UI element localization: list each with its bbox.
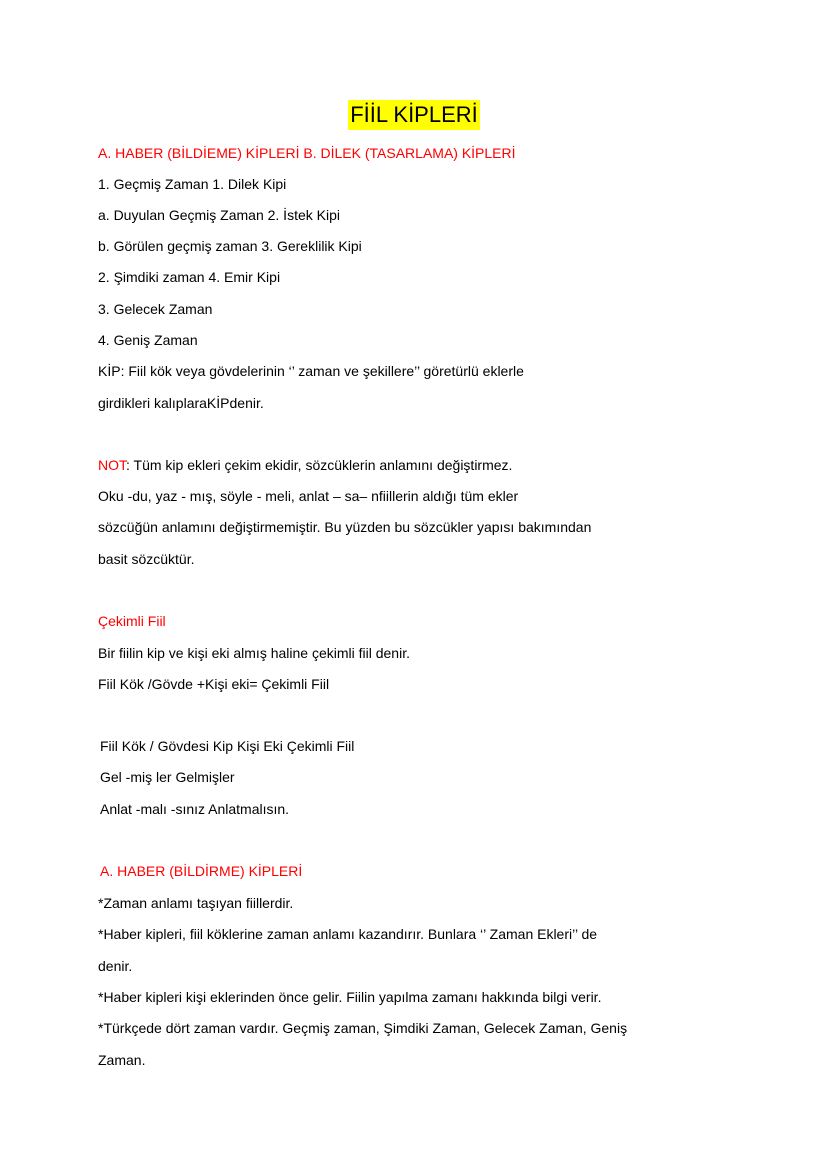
haber-line: *Zaman anlamı taşıyan fiillerdir. xyxy=(98,895,294,911)
cekimli-line: Bir fiilin kip ve kişi eki almış haline çekimli fiil denir. xyxy=(98,645,410,661)
cekimli-table-row: Anlat -malı -sınız Anlatmalısın. xyxy=(100,801,290,817)
note-text: : Tüm kip ekleri çekim ekidir, sözcüklerin anlamını değiştirmez. xyxy=(126,457,513,473)
haber-line: *Haber kipleri kişi eklerinden önce gelir. Fiilin yapılma zamanı hakkında bilgi verir. xyxy=(98,989,602,1005)
intro-item: 4. Geniş Zaman xyxy=(98,332,198,348)
title-wrapper xyxy=(0,100,828,130)
intro-item: b. Görülen geçmiş zaman 3. Gereklilik Kipi xyxy=(98,238,362,254)
intro-item: a. Duyulan Geçmiş Zaman 2. İstek Kipi xyxy=(98,207,340,223)
intro-item: 1. Geçmiş Zaman 1. Dilek Kipi xyxy=(98,176,287,192)
note-line: basit sözcüktür. xyxy=(98,551,195,567)
haber-line: *Türkçede dört zaman vardır. Geçmiş zaman, Şimdiki Zaman, Gelecek Zaman, Geniş xyxy=(98,1020,628,1036)
cekimli-line: Fiil Kök /Gövde +Kişi eki= Çekimli Fiil xyxy=(98,676,330,692)
page-title: FİİL KİPLERİ xyxy=(348,100,480,130)
definition-line: girdikleri kalıplaraKİPdenir. xyxy=(98,395,264,411)
haber-line: *Haber kipleri, fiil köklerine zaman anlamı kazandırır. Bunlara ‘’ Zaman Ekleri’’ de xyxy=(98,926,598,942)
definition-line: KİP: Fiil kök veya gövdelerinin ‘’ zaman ve şekillere’’ göretürlü eklerle xyxy=(98,363,524,379)
haber-line: denir. xyxy=(98,958,133,974)
note-label: NOT xyxy=(98,457,126,473)
intro-item: 3. Gelecek Zaman xyxy=(98,301,213,317)
note-line: sözcüğün anlamını değiştirmemiştir. Bu yüzden bu sözcükler yapısı bakımından xyxy=(98,519,592,535)
cekimli-table-row: Gel -miş ler Gelmişler xyxy=(100,769,235,785)
intro-heading: A. HABER (BİLDİEME) KİPLERİ B. DİLEK (TASARLAMA) KİPLERİ xyxy=(98,145,516,161)
note-line: Oku -du, yaz - mış, söyle - meli, anlat – sa– nfiillerin aldığı tüm ekler xyxy=(98,488,519,504)
haber-heading: A. HABER (BİLDİRME) KİPLERİ xyxy=(100,863,303,879)
haber-line: Zaman. xyxy=(98,1052,146,1068)
cekimli-heading: Çekimli Fiil xyxy=(98,613,166,629)
note-line xyxy=(98,456,512,474)
cekimli-table-row: Fiil Kök / Gövdesi Kip Kişi Eki Çekimli Fiil xyxy=(100,738,355,754)
intro-item: 2. Şimdiki zaman 4. Emir Kipi xyxy=(98,269,281,285)
